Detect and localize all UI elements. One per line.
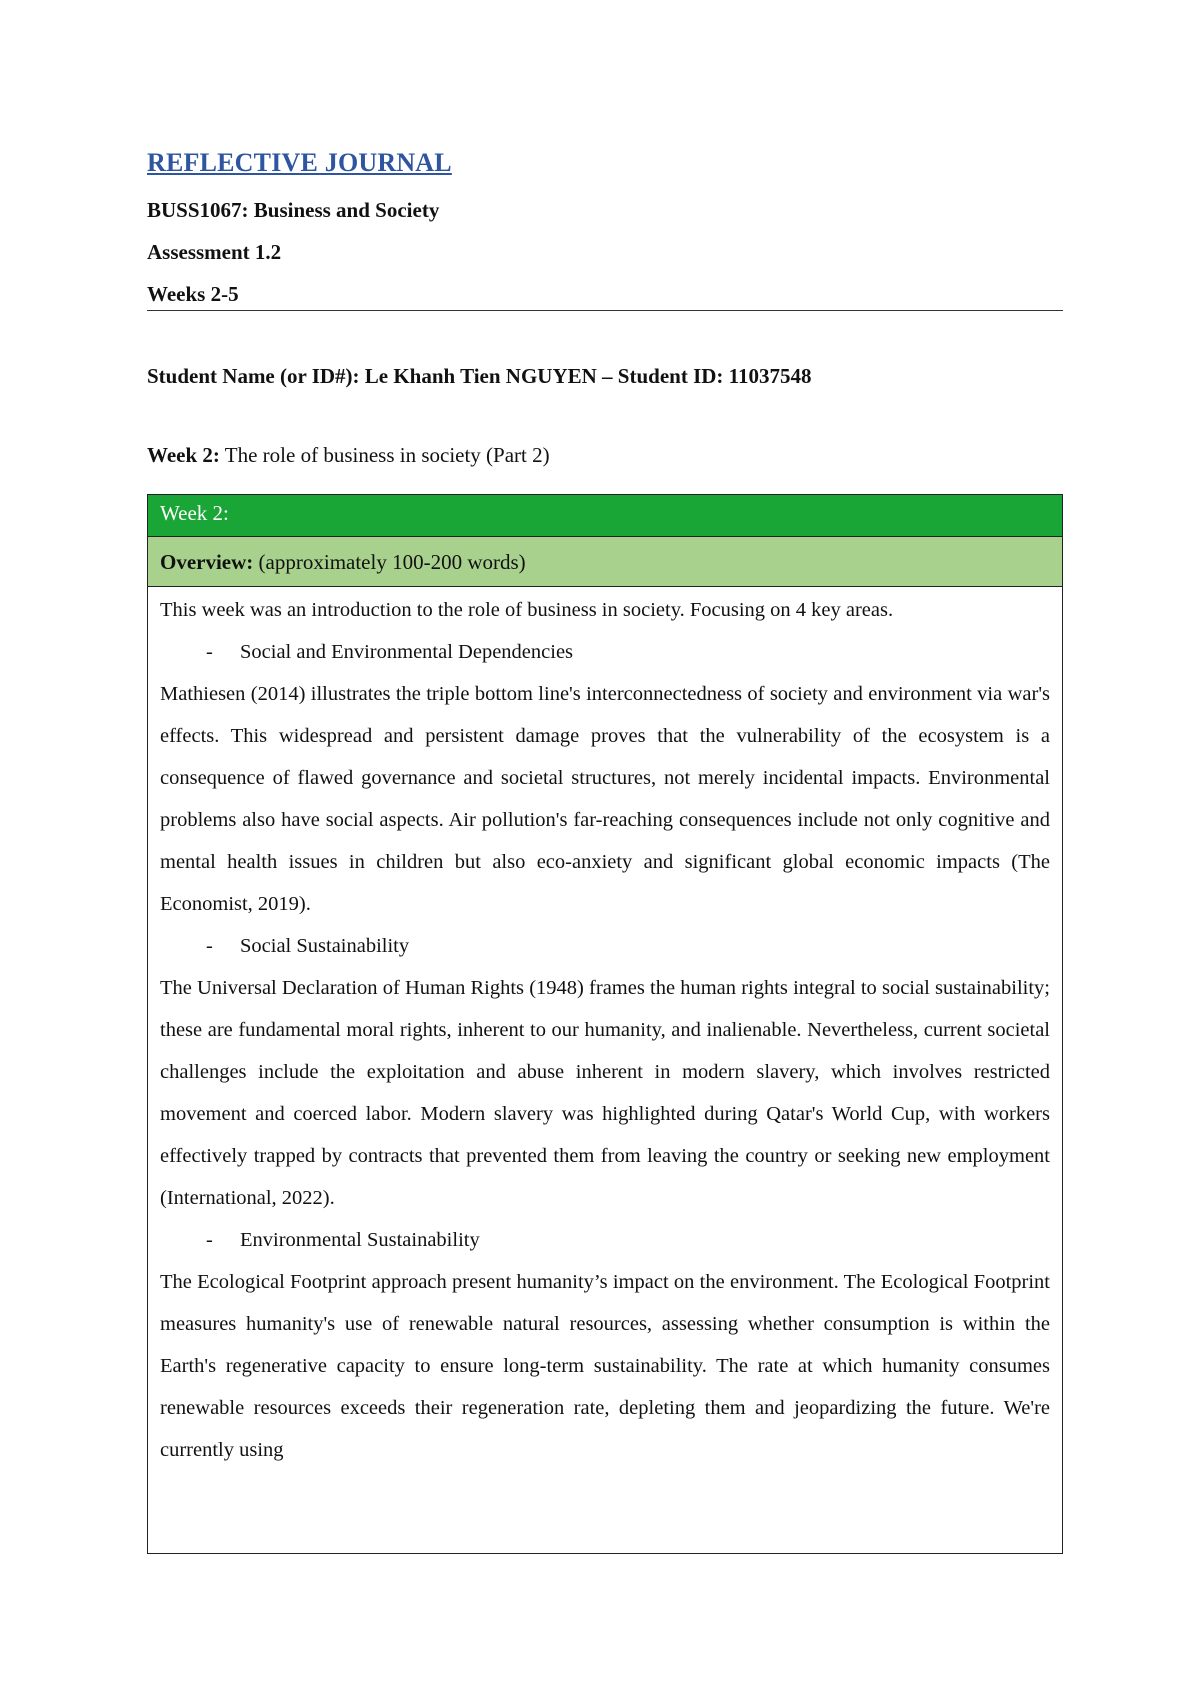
journal-table <box>147 494 1063 1554</box>
week-heading <box>147 443 550 468</box>
overview-row <box>148 537 1062 587</box>
intro-paragraph: This week was an introduction to the role of business in society. Focusing on 4 key areas. <box>160 599 894 621</box>
overview-hint: (approximately 100-200 words) <box>253 550 526 574</box>
overview-body <box>148 587 1062 1553</box>
section-body-social: The Universal Declaration of Human Rights (1948) frames the human rights integral to social sustainability; these are fundamental moral rights, inherent to our humanity, and inalienable. Nevertheless, current societal challenges include the exploitation and abuse inherent in modern slavery, which involves restricted movement and coerced labor. Modern slavery was highlighted during Qatar's World Cup, with workers effectively trapped by contracts that prevented them from leaving the country or seeking new employment (International, 2022). <box>160 977 1050 1209</box>
week-label: Week 2: <box>147 443 220 467</box>
header-divider <box>147 310 1063 311</box>
table-header-row: Week 2: <box>148 495 1062 537</box>
section-heading-environmental <box>160 1219 1050 1261</box>
course-line: BUSS1067: Business and Society <box>147 198 440 222</box>
week-topic: The role of business in society (Part 2) <box>219 443 550 467</box>
weeks-line: Weeks 2-5 <box>147 282 239 306</box>
bullet-dash: - <box>206 935 213 957</box>
assessment-line: Assessment 1.2 <box>147 240 282 264</box>
section-heading-text: Social Sustainability <box>240 935 410 957</box>
section-heading-social <box>160 925 1050 967</box>
document-title: REFLECTIVE JOURNAL <box>147 148 452 177</box>
section-heading-text: Social and Environmental Dependencies <box>240 641 574 663</box>
section-body-dependencies: Mathiesen (2014) illustrates the triple bottom line's interconnectedness of society and environment via war's effects. This widespread and persistent damage proves that the vulnerability of the ecosystem is a consequence of flawed governance and societal structures, not merely incidental impacts. Environmental problems also have social aspects. Air pollution's far-reaching consequences include not only cognitive and mental health issues in children but also eco-anxiety and significant global economic impacts (The Economist, 2019). <box>160 683 1050 915</box>
section-body-environmental: The Ecological Footprint approach present humanity’s impact on the environment. The Ecological Footprint measures humanity's use of renewable natural resources, assessing whether consumption is within the Earth's regenerative capacity to ensure long-term sustainability. The rate at which humanity consumes renewable resources exceeds their regeneration rate, depleting them and jeopardizing the future. We're currently using <box>160 1271 1050 1461</box>
overview-label: Overview: <box>160 550 254 574</box>
bullet-dash: - <box>206 641 213 663</box>
section-heading-text: Environmental Sustainability <box>240 1229 480 1251</box>
student-line: Student Name (or ID#): Le Khanh Tien NGUYEN – Student ID: 11037548 <box>147 364 812 388</box>
bullet-dash: - <box>206 1229 213 1251</box>
section-heading-dependencies <box>160 631 1050 673</box>
